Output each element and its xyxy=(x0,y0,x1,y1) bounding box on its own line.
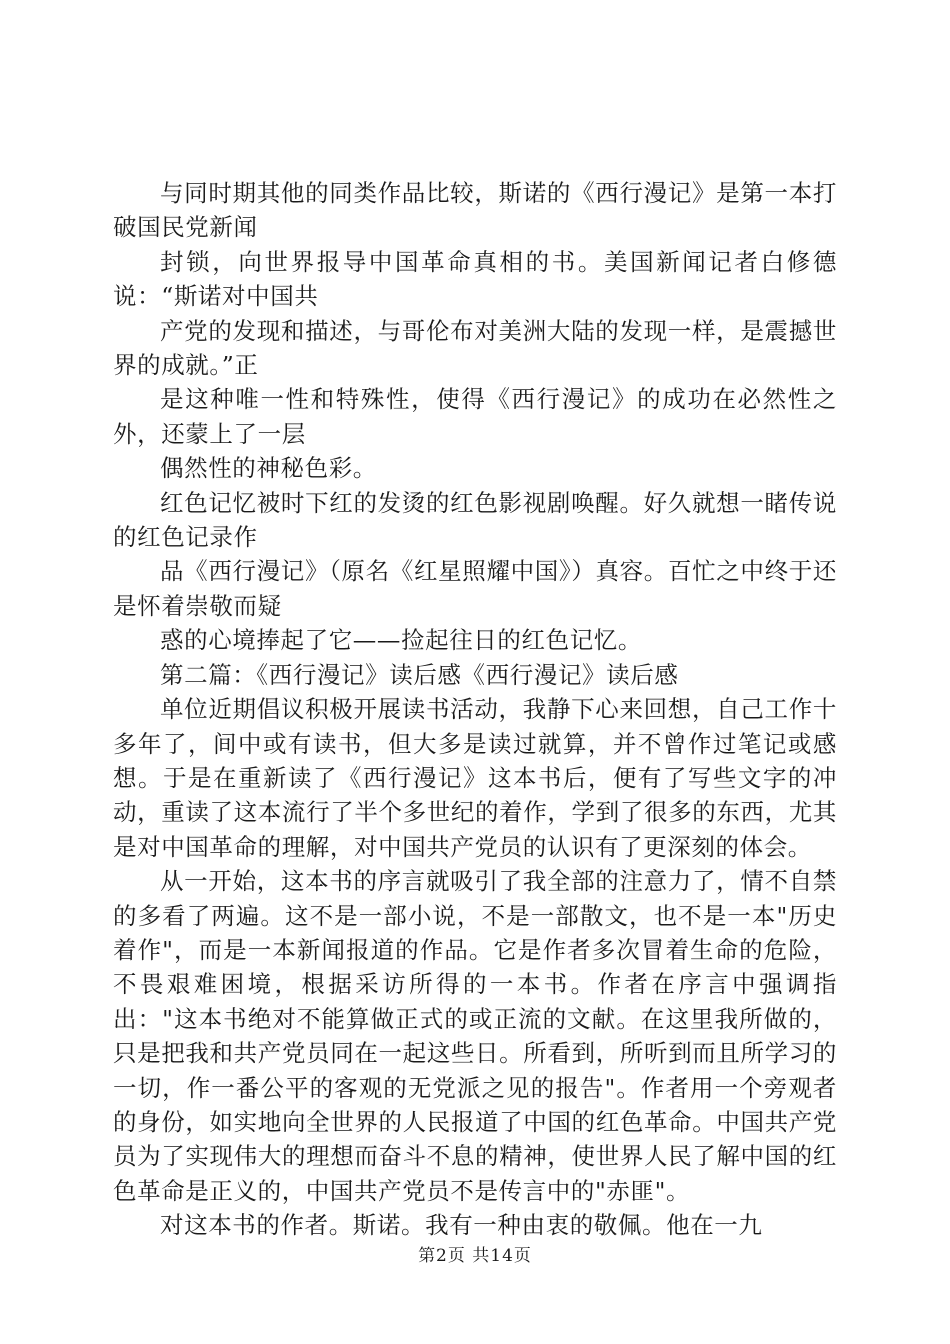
document-body xyxy=(113,176,837,1243)
paragraph: 产党的发现和描述，与哥伦布对美洲大陆的发现一样，是震撼世界的成就。”正 xyxy=(113,316,837,380)
page-footer: 第2页 共14页 xyxy=(418,1246,532,1266)
paragraph: 对这本书的作者。斯诺。我有一种由衷的敬佩。他在一九 xyxy=(160,1211,763,1240)
paragraph: 偶然性的神秘色彩。 xyxy=(160,454,377,483)
paragraph: 单位近期倡议积极开展读书活动，我静下心来回想，自己工作十多年了，间中或有读书，但大多是读过就算，并不曾作过笔记或感想。于是在重新读了《西行漫记》这本书后，便有了写些文字的冲动，重读了这本流行了半个多世纪的着作，学到了很多的东西，尤其是对中国革命的理解，对中国共产党员的认识有了更深刻的体会。 xyxy=(113,695,837,861)
paragraph: 是这种唯一性和特殊性，使得《西行漫记》的成功在必然性之外，还蒙上了一层 xyxy=(113,385,837,448)
paragraph: 惑的心境捧起了它——捡起往日的红色记忆。 xyxy=(160,626,642,655)
section-heading: 第二篇：《西行漫记》读后感《西行漫记》读后感 xyxy=(160,660,679,689)
paragraph: 从一开始，这本书的序言就吸引了我全部的注意力了，情不自禁的多看了两遍。这不是一部小说，不是一部散文，也不是一本"历史着作"，而是一本新闻报道的作品。它是作者多次冒着生命的危险，不畏艰难困境，根据采访所得的一本书。作者在序言中强调指出："这本书绝对不能算做正式的或正流的文献。在这里我所做的，只是把我和共产党员同在一起这些日。所看到，所听到而且所学习的一切，作一番公平的客观的无党派之见的报告"。作者用一个旁观者的身份，如实地向全世界的人民报道了中国的红色革命。中国共产党员为了实现伟大的理想而奋斗不息的精神，使世界人民了解中国的红色革命是正义的，中国共产党员不是传言中的"赤匪"。 xyxy=(113,867,837,1205)
paragraph: 与同时期其他的同类作品比较，斯诺的《西行漫记》是第一本打破国民党新闻 xyxy=(113,179,837,242)
paragraph: 红色记忆被时下红的发烫的红色影视剧唤醒。好久就想一睹传说的红色记录作 xyxy=(113,488,837,552)
paragraph: 封锁，向世界报导中国革命真相的书。美国新闻记者白修德说：“斯诺对中国共 xyxy=(113,247,837,311)
paragraph: 品《西行漫记》（原名《红星照耀中国》）真容。百忙之中终于还是怀着崇敬而疑 xyxy=(113,557,837,620)
